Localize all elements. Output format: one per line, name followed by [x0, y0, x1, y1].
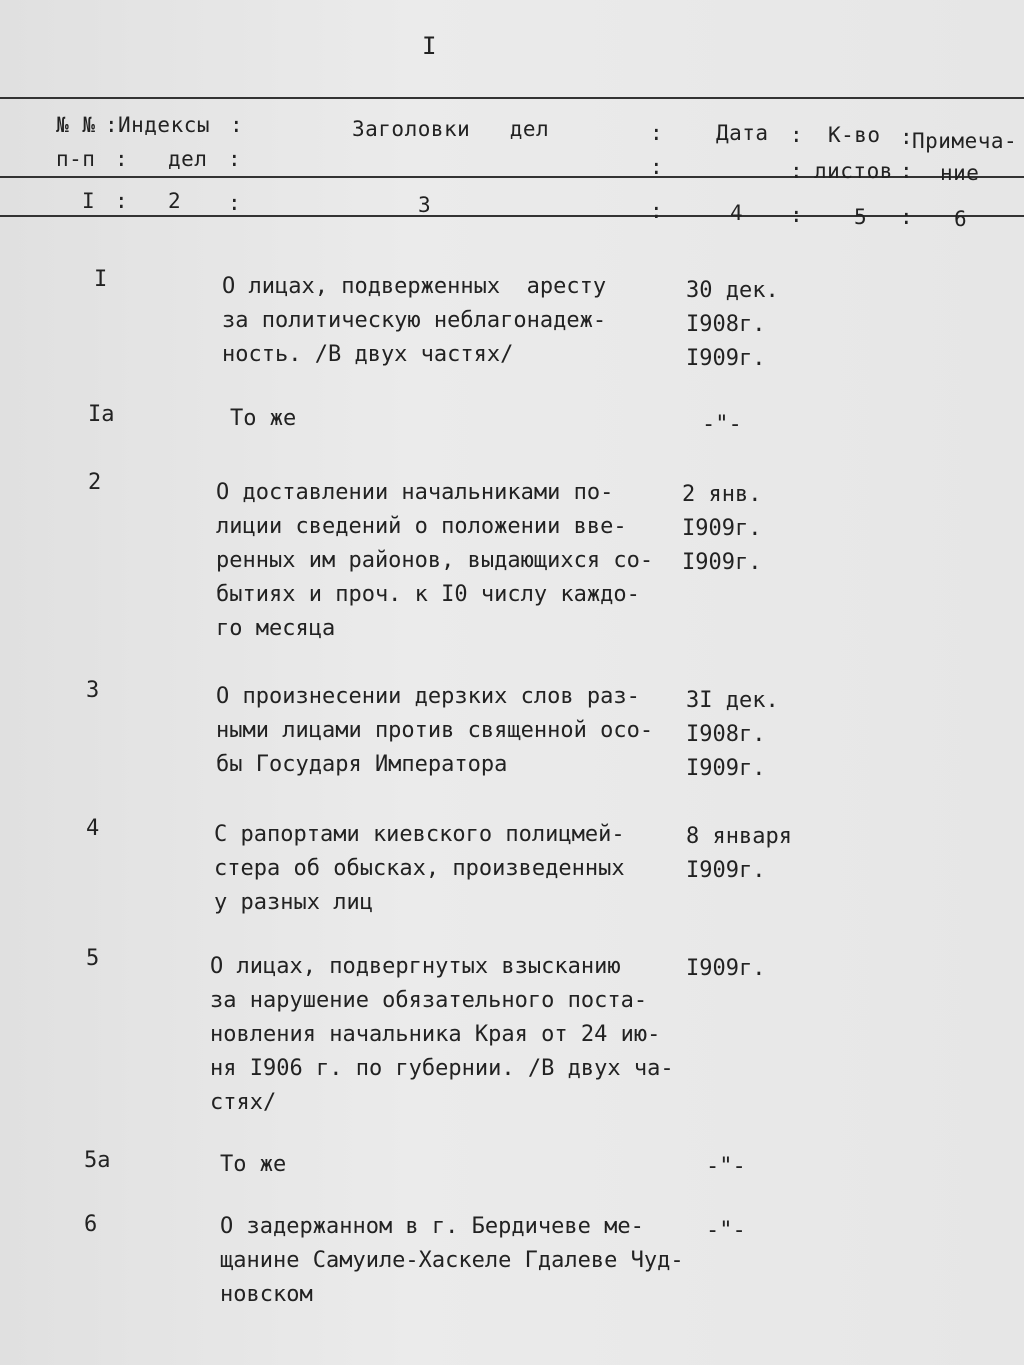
header-sep: :	[115, 189, 129, 213]
header-col5-line1: К-во	[828, 123, 881, 147]
header-col3-title: Заголовки дел	[352, 117, 550, 141]
entry-number: 2	[88, 470, 102, 495]
header-sep: :	[650, 121, 664, 145]
header-sep: :	[115, 147, 129, 171]
entry-date: I909г.	[686, 956, 766, 981]
entry-title: О задержанном в г. Бердичеве ме- щанине Самуиле-Хаскеле Гдалеве Чуд- новском	[220, 1214, 684, 1307]
page-number: I	[422, 32, 437, 60]
entry-title: О произнесении дерзких слов раз- ными лицами против священной осо- бы Государя Императора	[216, 684, 654, 777]
column-number-6: 6	[954, 207, 968, 231]
column-number-3: 3	[418, 193, 432, 217]
entry-date: 8 января I909г.	[686, 824, 792, 883]
entry-number: 5	[86, 946, 100, 971]
entry-number: 5а	[84, 1148, 111, 1173]
entry-number: I	[94, 267, 108, 292]
header-col6-line1: Примеча-	[912, 129, 1018, 153]
header-sep: :	[790, 123, 804, 147]
entry-title: То же	[230, 406, 297, 431]
entry-date: -"-	[706, 1218, 746, 1243]
entry-date: 2 янв. I909г. I909г.	[682, 482, 762, 575]
column-number-4: 4	[730, 201, 744, 225]
entry-title: О лицах, подверженных аресту за политическую неблагонадеж- ность. /В двух частях/	[222, 274, 607, 367]
header-sep: :	[228, 191, 242, 215]
entry-date: 30 дек. I908г. I909г.	[686, 278, 779, 371]
header-sep: :	[228, 147, 242, 171]
header-col1-line2: п-п	[56, 147, 96, 171]
header-sep: :	[650, 155, 664, 179]
header-col1-line1: № №	[56, 113, 96, 137]
header-sep: :	[230, 113, 244, 137]
entry-number: 4	[86, 816, 100, 841]
header-sep: :	[650, 199, 664, 223]
column-number-5: 5	[854, 205, 868, 229]
entry-number: Iа	[88, 402, 115, 427]
entry-title: О доставлении начальниками по- лиции сведений о положении вве- ренных им районов, выдающихся со- бытиях и проч. к I0 числу каждо- го месяца	[216, 480, 654, 641]
header-sep: :	[900, 205, 914, 229]
header-sep: :	[790, 203, 804, 227]
entry-title: С рапортами киевского полицмей- стера об обысках, произведенных у разных лиц	[214, 822, 625, 915]
entry-date: -"-	[702, 412, 742, 437]
entry-number: 3	[86, 678, 100, 703]
header-col4-title: Дата	[716, 121, 769, 145]
header-col5-line2: листов	[814, 159, 893, 183]
header-col2-line1: Индексы	[118, 113, 211, 137]
entry-date: 3I дек. I908г. I909г.	[686, 688, 779, 781]
entry-title: О лицах, подвергнутых взысканию за нарушение обязательного поста- новления начальника Края от 24 ию- ня I906 г. по губернии. /В двух ча- стях/	[210, 954, 674, 1115]
header-sep: :	[790, 159, 804, 183]
column-number-1: I	[82, 189, 96, 213]
header-col6-line2: ние	[940, 161, 980, 185]
header-sep: :	[900, 159, 914, 183]
header-sep: :	[900, 125, 914, 149]
column-number-2: 2	[168, 189, 182, 213]
header-bottom-rule	[0, 215, 1024, 217]
header-top-rule	[0, 97, 1024, 99]
entry-title: То же	[220, 1152, 287, 1177]
entry-date: -"-	[706, 1154, 746, 1179]
header-col2-line2: дел	[168, 147, 208, 171]
header-sep: :	[105, 113, 119, 137]
entry-number: 6	[84, 1212, 98, 1237]
